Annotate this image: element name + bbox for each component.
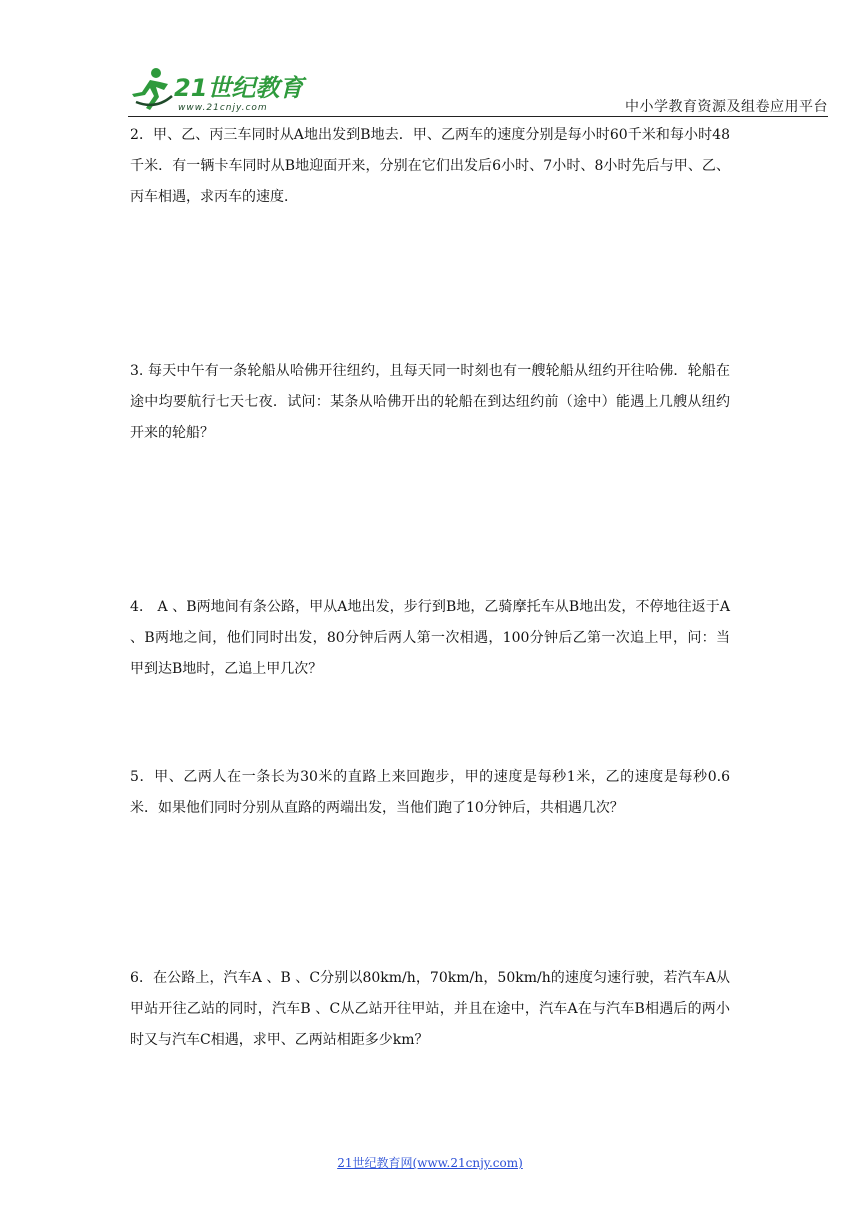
question-2: 2．甲、乙、丙三车同时从A地出发到B地去．甲、乙两车的速度分别是每小时60千米和每小时48千米．有一辆卡车同时从B地迎面开来，分别在它们出发后6小时、7小时、8小时先后与甲、乙、丙车相遇，求丙车的速度． [130,127,730,205]
site-logo [128,66,308,114]
footer-link[interactable]: 21世纪教育网(www.21cnjy.com) [337,1156,523,1170]
question-5: 5．甲、乙两人在一条长为30米的直路上来回跑步，甲的速度是每秒1米，乙的速度是每秒0.6米．如果他们同时分别从直路的两端出发，当他们跑了10分钟后，共相遇几次？ [130,769,730,816]
platform-name: 中小学教育资源及组卷应用平台 [625,99,828,115]
question-6: 6．在公路上，汽车A 、B 、C分别以80km/h，70km/h，50km/h的速度匀速行驶，若汽车A从甲站开往乙站的同时，汽车B 、C从乙站开往甲站，并且在途中，汽车A在与汽车B相遇后的两小时又与汽车C相遇，求甲、乙两站相距多少km？ [130,970,730,1048]
page-header [0,0,860,120]
logo-sub-text: www.21cnjy.com [178,103,268,113]
question-3: 3. 每天中午有一条轮船从哈佛开往纽约，且每天同一时刻也有一艘轮船从纽约开往哈佛．轮船在途中均要航行七天七夜．试问：某条从哈佛开出的轮船在到达纽约前（途中）能遇上几艘从纽约开来的轮船？ [130,363,730,441]
logo-main-text: 21世纪教育 [174,74,304,102]
runner-icon [132,68,172,110]
header-divider [128,116,828,117]
question-4: 4． A 、B两地间有条公路，甲从A地出发，步行到B地，乙骑摩托车从B地出发，不停地往返于A 、B两地之间，他们同时出发，80分钟后两人第一次相遇，100分钟后乙第一次追上甲，问：当甲到达B地时，乙追上甲几次？ [130,599,730,677]
